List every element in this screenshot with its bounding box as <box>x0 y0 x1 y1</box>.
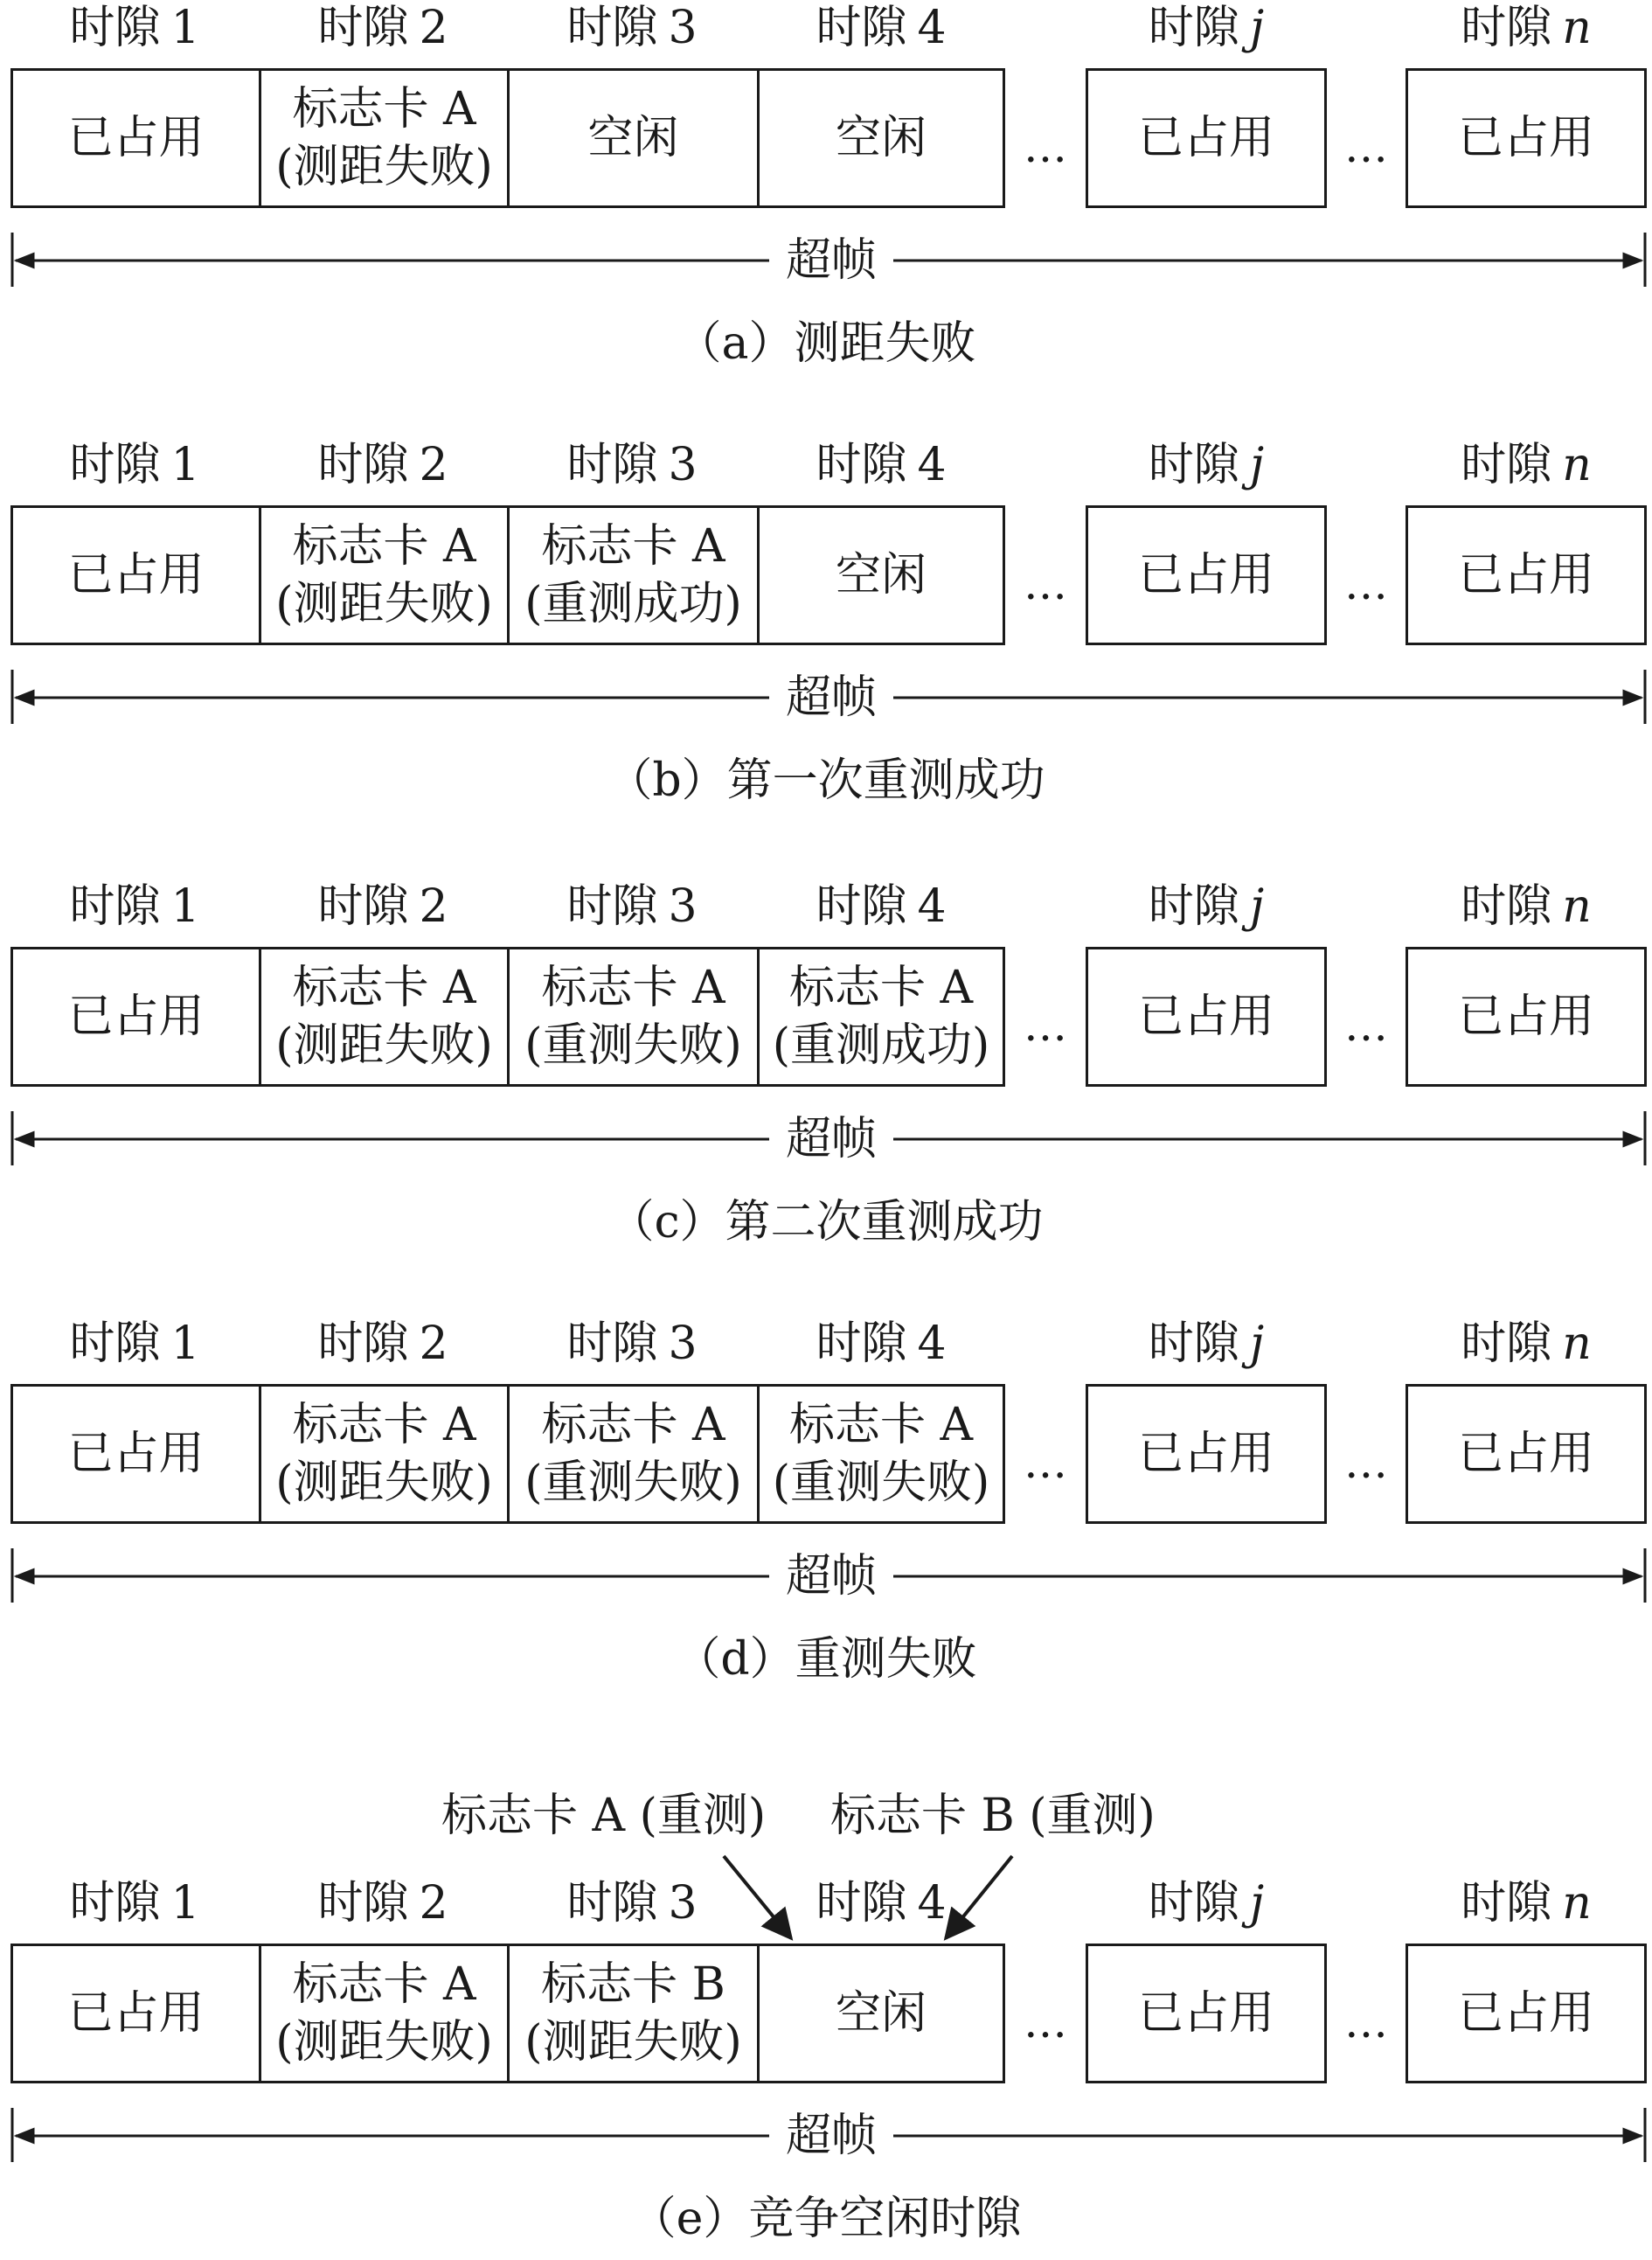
slot-cell-2 <box>259 505 510 645</box>
slot-cell-text: 标志卡 A <box>292 83 476 136</box>
slot-header-label: 时隙 <box>1461 1877 1552 1930</box>
slot-cell-text: (测距失败) <box>275 1019 493 1072</box>
panel-a <box>0 0 1652 385</box>
slot-header-number: 4 <box>917 2 947 54</box>
slot-header-n <box>1406 879 1647 935</box>
slot-header-number: j <box>1249 880 1265 933</box>
slot-header-label: 时隙 <box>816 2 907 54</box>
slot-header-j <box>1086 1316 1327 1372</box>
slot-header-number: n <box>1562 880 1592 933</box>
slot-cell-5 <box>1086 947 1327 1087</box>
ellipsis: … <box>1024 1437 1067 1488</box>
slot-cell-5 <box>1086 505 1327 645</box>
slot-header-label: 时隙 <box>69 2 161 54</box>
slot-header-number: 3 <box>668 1877 698 1930</box>
slot-header-3 <box>507 1875 757 1931</box>
slot-cell-4 <box>757 1384 1005 1524</box>
slot-header-number: 2 <box>419 439 448 491</box>
slot-header-label: 时隙 <box>566 880 658 933</box>
slot-header-number: n <box>1562 1877 1592 1930</box>
slot-header-label: 时隙 <box>816 439 907 491</box>
slot-header-1 <box>10 0 259 56</box>
slot-cell-text: 已占用 <box>67 549 205 602</box>
slot-cell-text: 已占用 <box>1457 1987 1594 2040</box>
ellipsis: … <box>1024 1997 1067 2048</box>
superframe-label: 超帧 <box>769 1111 893 1167</box>
slot-cell-text: (测距失败) <box>275 1457 493 1509</box>
slot-header-4 <box>757 1875 1005 1931</box>
slot-header-2 <box>259 437 507 493</box>
slot-header-n <box>1406 1875 1647 1931</box>
slot-header-label: 时隙 <box>1148 1877 1239 1930</box>
slot-header-4 <box>757 0 1005 56</box>
slot-header-2 <box>259 1316 507 1372</box>
slot-header-1 <box>10 1316 259 1372</box>
slot-header-label: 时隙 <box>566 1318 658 1370</box>
slot-header-number: 3 <box>668 880 698 933</box>
slot-cell-text: 空闲 <box>835 1987 927 2040</box>
slot-header-number: 3 <box>668 439 698 491</box>
slot-cell-text: (重测失败) <box>772 1457 990 1509</box>
slot-cell-6 <box>1406 1384 1647 1524</box>
slot-header-label: 时隙 <box>1461 880 1552 933</box>
panel-caption: （e）竞争空闲时隙 <box>630 2193 1022 2245</box>
slot-header-number: 3 <box>668 2 698 54</box>
slot-cell-text: 已占用 <box>1137 549 1274 602</box>
slot-cell-text: 已占用 <box>1137 112 1274 164</box>
slot-cell-text: 已占用 <box>1457 112 1594 164</box>
slot-header-3 <box>507 879 757 935</box>
slot-cell-text: (重测成功) <box>524 578 742 630</box>
slot-cell-3 <box>507 68 760 208</box>
slot-header-label: 时隙 <box>317 1318 409 1370</box>
panel-caption: （d）重测失败 <box>675 1633 977 1686</box>
panel-b <box>0 437 1652 822</box>
slot-cell-text: (测距失败) <box>524 2016 742 2069</box>
slot-cell-text: (重测成功) <box>772 1019 990 1072</box>
slot-header-n <box>1406 437 1647 493</box>
slot-cell-2 <box>259 1384 510 1524</box>
slot-header-2 <box>259 1875 507 1931</box>
slot-header-3 <box>507 0 757 56</box>
ellipsis: … <box>1344 1997 1388 2048</box>
slot-header-1 <box>10 1875 259 1931</box>
slot-cell-text: 标志卡 A <box>541 520 725 573</box>
slot-cell-text: 已占用 <box>67 1428 205 1480</box>
slot-header-number: j <box>1249 1877 1265 1930</box>
slot-header-label: 时隙 <box>816 1318 907 1370</box>
slot-header-label: 时隙 <box>1461 439 1552 491</box>
slot-header-2 <box>259 0 507 56</box>
slot-cell-text: 已占用 <box>1137 991 1274 1043</box>
slot-header-4 <box>757 1316 1005 1372</box>
slot-cell-6 <box>1406 947 1647 1087</box>
slot-header-label: 时隙 <box>1148 439 1239 491</box>
slot-header-n <box>1406 1316 1647 1372</box>
slot-header-number: j <box>1249 439 1265 491</box>
slot-header-number: 1 <box>170 1877 200 1930</box>
panel-d <box>0 1316 1652 1700</box>
slot-cell-6 <box>1406 68 1647 208</box>
slot-header-label: 时隙 <box>69 439 161 491</box>
slot-cell-5 <box>1086 68 1327 208</box>
slot-header-number: j <box>1249 1318 1265 1370</box>
slot-header-label: 时隙 <box>1461 2 1552 54</box>
slot-header-1 <box>10 437 259 493</box>
slot-cell-text: (重测失败) <box>524 1457 742 1509</box>
slot-header-label: 时隙 <box>566 2 658 54</box>
slot-header-3 <box>507 1316 757 1372</box>
panel-caption: （b）第一次重测成功 <box>607 754 1045 807</box>
slot-header-label: 时隙 <box>566 439 658 491</box>
ellipsis: … <box>1024 559 1067 609</box>
slot-cell-6 <box>1406 505 1647 645</box>
slot-cell-4 <box>757 1944 1005 2083</box>
slot-cell-text: (测距失败) <box>275 2016 493 2069</box>
slot-header-4 <box>757 879 1005 935</box>
slot-header-label: 时隙 <box>69 1877 161 1930</box>
slot-cell-3 <box>507 1944 760 2083</box>
slot-cell-text: 标志卡 A <box>292 962 476 1014</box>
annotation-label: 标志卡 A (重测) <box>441 1790 767 1842</box>
slot-cell-text: (测距失败) <box>275 578 493 630</box>
slot-header-number: 4 <box>917 1318 947 1370</box>
superframe-label: 超帧 <box>769 670 893 726</box>
slot-header-number: 4 <box>917 1877 947 1930</box>
ellipsis: … <box>1344 559 1388 609</box>
slot-cell-text: 已占用 <box>67 112 205 164</box>
slot-cell-2 <box>259 1944 510 2083</box>
slot-cell-3 <box>507 505 760 645</box>
slot-cell-text: 标志卡 A <box>292 1958 476 2011</box>
slot-cell-text: 已占用 <box>1137 1987 1274 2040</box>
slot-cell-text: (测距失败) <box>275 141 493 193</box>
slot-header-number: n <box>1562 1318 1592 1370</box>
ellipsis: … <box>1024 122 1067 172</box>
slot-cell-4 <box>757 68 1005 208</box>
ellipsis: … <box>1344 122 1388 172</box>
slot-header-label: 时隙 <box>1148 880 1239 933</box>
slot-header-number: 2 <box>419 880 448 933</box>
slot-header-label: 时隙 <box>1148 2 1239 54</box>
slot-header-label: 时隙 <box>317 2 409 54</box>
slot-header-2 <box>259 879 507 935</box>
slot-header-number: j <box>1249 2 1265 54</box>
slot-header-label: 时隙 <box>69 1318 161 1370</box>
slot-cell-1 <box>10 1384 261 1524</box>
slot-header-number: 2 <box>419 1877 448 1930</box>
slot-header-label: 时隙 <box>1461 1318 1552 1370</box>
slot-header-number: 1 <box>170 439 200 491</box>
slot-cell-5 <box>1086 1384 1327 1524</box>
slot-header-number: 1 <box>170 1318 200 1370</box>
slot-cell-text: 标志卡 A <box>788 962 974 1014</box>
slot-header-label: 时隙 <box>69 880 161 933</box>
slot-cell-text: 已占用 <box>1137 1428 1274 1480</box>
slot-header-number: n <box>1562 2 1592 54</box>
slot-cell-text: 标志卡 A <box>541 962 725 1014</box>
slot-cell-5 <box>1086 1944 1327 2083</box>
slot-header-number: 1 <box>170 2 200 54</box>
slot-cell-text: 标志卡 B <box>541 1958 725 2011</box>
slot-header-number: n <box>1562 439 1592 491</box>
slot-header-label: 时隙 <box>816 880 907 933</box>
slot-cell-text: 已占用 <box>67 991 205 1043</box>
ellipsis: … <box>1344 1437 1388 1488</box>
slot-cell-1 <box>10 505 261 645</box>
slot-cell-text: 空闲 <box>835 112 927 164</box>
slot-header-number: 2 <box>419 2 448 54</box>
slot-header-j <box>1086 879 1327 935</box>
slot-header-number: 4 <box>917 880 947 933</box>
slot-header-label: 时隙 <box>1148 1318 1239 1370</box>
slot-header-label: 时隙 <box>816 1877 907 1930</box>
slot-cell-text: (重测失败) <box>524 1019 742 1072</box>
superframe-label: 超帧 <box>769 1548 893 1604</box>
slot-header-number: 3 <box>668 1318 698 1370</box>
slot-cell-text: 空闲 <box>587 112 679 164</box>
slot-header-j <box>1086 1875 1327 1931</box>
slot-cell-2 <box>259 947 510 1087</box>
slot-header-number: 1 <box>170 880 200 933</box>
slot-cell-2 <box>259 68 510 208</box>
slot-header-label: 时隙 <box>566 1877 658 1930</box>
panel-caption: （a）测距失败 <box>676 317 976 370</box>
slot-cell-text: 标志卡 A <box>292 520 476 573</box>
slot-cell-text: 已占用 <box>1457 991 1594 1043</box>
slot-header-4 <box>757 437 1005 493</box>
slot-header-label: 时隙 <box>317 880 409 933</box>
panel-e <box>0 1788 1652 2260</box>
panel-c <box>0 879 1652 1263</box>
slot-header-number: 4 <box>917 439 947 491</box>
slot-cell-text: 已占用 <box>67 1987 205 2040</box>
slot-cell-1 <box>10 947 261 1087</box>
slot-cell-text: 空闲 <box>835 549 927 602</box>
annotation-label: 标志卡 B (重测) <box>830 1790 1156 1842</box>
slot-header-j <box>1086 437 1327 493</box>
slot-header-1 <box>10 879 259 935</box>
slot-header-label: 时隙 <box>317 439 409 491</box>
slot-cell-text: 标志卡 A <box>541 1399 725 1451</box>
superframe-label: 超帧 <box>769 2108 893 2164</box>
slot-cell-text: 标志卡 A <box>788 1399 974 1451</box>
panel-caption: （c）第二次重测成功 <box>608 1196 1044 1248</box>
slot-cell-4 <box>757 505 1005 645</box>
slot-header-label: 时隙 <box>317 1877 409 1930</box>
slot-cell-text: 标志卡 A <box>292 1399 476 1451</box>
slot-cell-4 <box>757 947 1005 1087</box>
slot-header-n <box>1406 0 1647 56</box>
ellipsis: … <box>1024 1000 1067 1051</box>
ellipsis: … <box>1344 1000 1388 1051</box>
slot-cell-1 <box>10 1944 261 2083</box>
slot-cell-6 <box>1406 1944 1647 2083</box>
slot-cell-3 <box>507 1384 760 1524</box>
slot-cell-text: 已占用 <box>1457 549 1594 602</box>
superframe-label: 超帧 <box>769 233 893 289</box>
slot-header-3 <box>507 437 757 493</box>
slot-header-j <box>1086 0 1327 56</box>
slot-cell-1 <box>10 68 261 208</box>
slot-cell-text: 已占用 <box>1457 1428 1594 1480</box>
slot-cell-3 <box>507 947 760 1087</box>
slot-header-number: 2 <box>419 1318 448 1370</box>
